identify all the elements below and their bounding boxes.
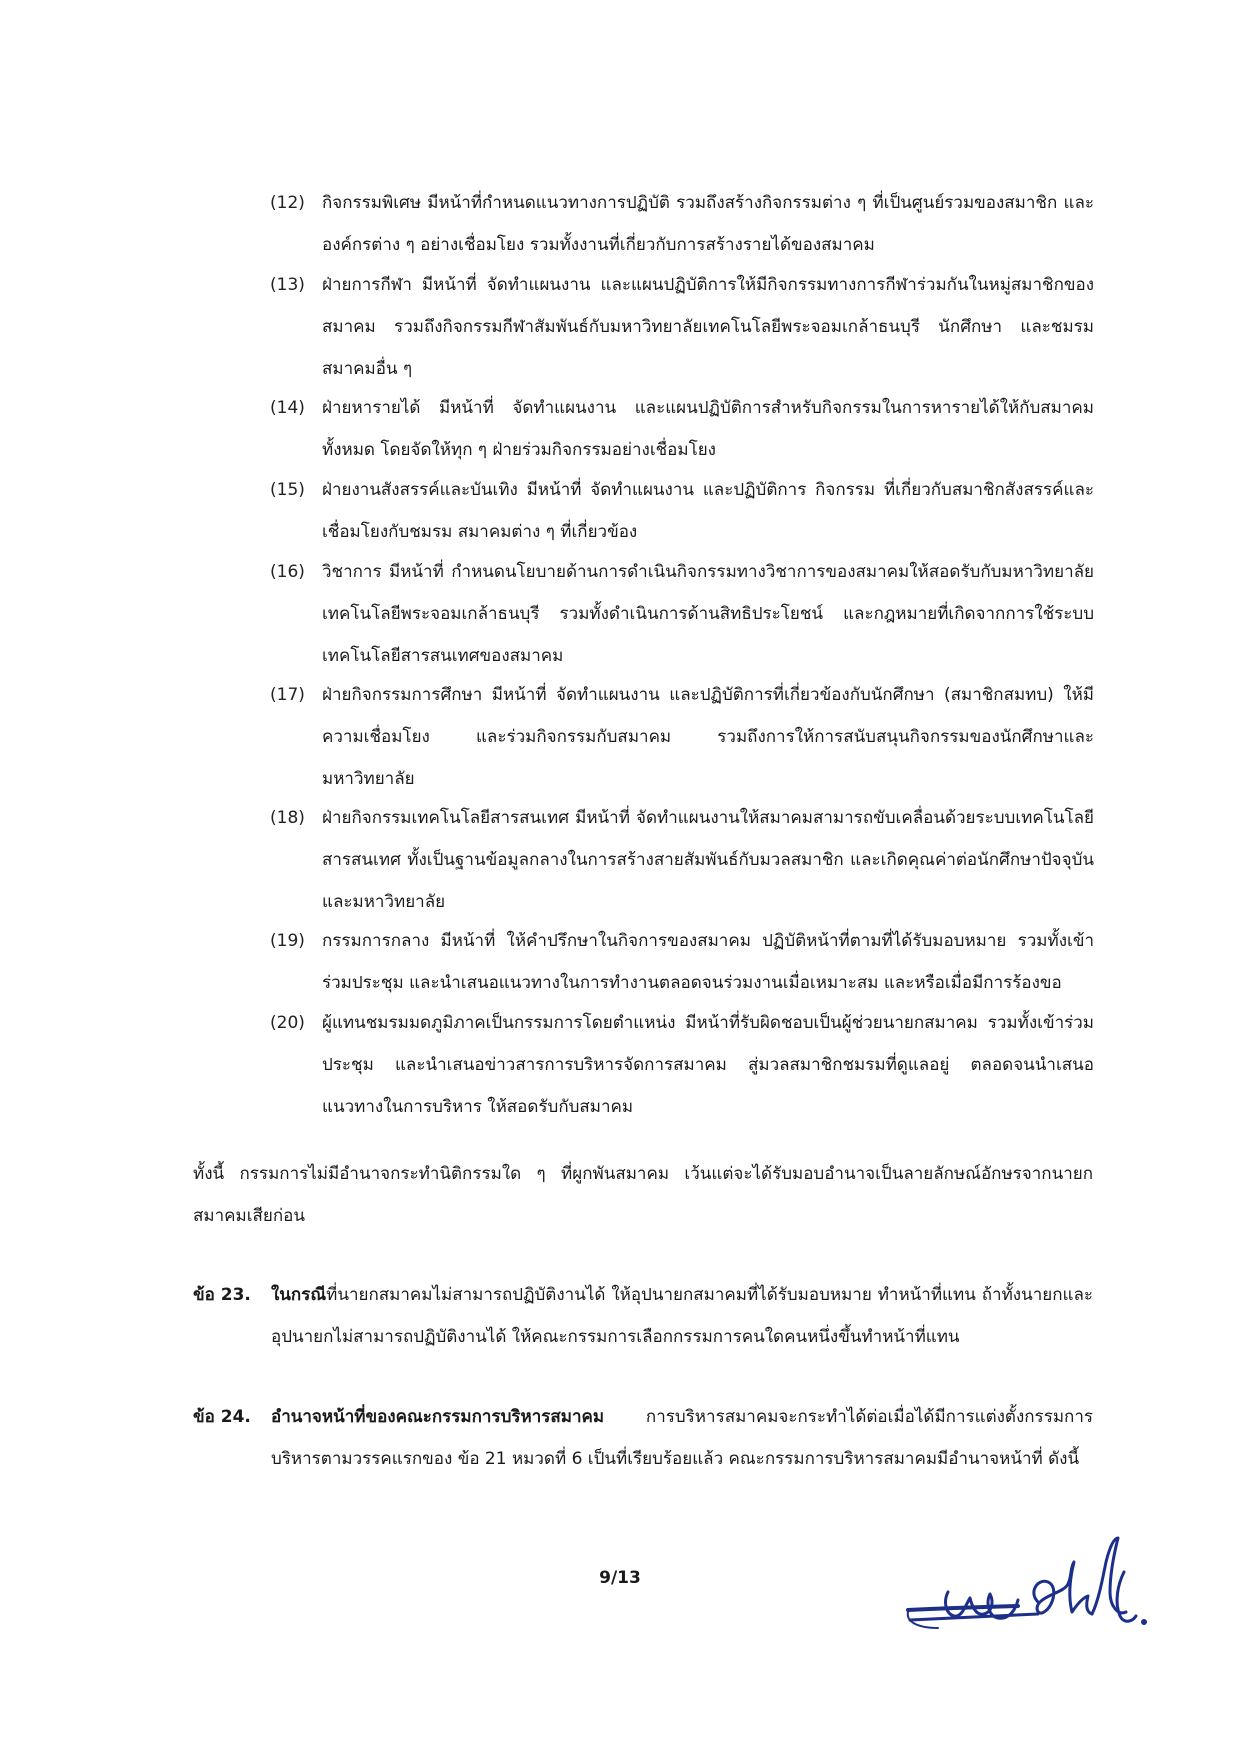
clause-body: ที่นายกสมาคมไม่สามารถปฏิบัติงานได้ ให้อุปนายกสมาคมที่ได้รับมอบหมาย ทำหน้าที่แทน ถ้าทั้งนายกและอุปนายกไม่สามารถปฏิบัติงานได้ ให้คณะกรรมการเลือกกรรมการคนใดคนหนึ่งขึ้นทำหน้าที่แทน (271, 1285, 1093, 1347)
item-number: (16) (270, 562, 305, 582)
page-number: 9/13 (599, 1568, 641, 1588)
item-number: (17) (270, 685, 305, 705)
item-number: (15) (270, 480, 305, 500)
clause-text (271, 1396, 1093, 1480)
signature-image (888, 1532, 1158, 1642)
item-text: กรรมการกลาง มีหน้าที่ ให้คำปรึกษาในกิจการของสมาคม ปฏิบัติหน้าที่ตามที่ได้รับมอบหมาย รวมทั้งเข้าร่วมประชุม และนำเสนอแนวทางในการทำงานตลอดจนร่วมงานเมื่อเหมาะสม และหรือเมื่อมีการร้องขอ (322, 931, 1094, 993)
clause-heading: ในกรณี (271, 1285, 327, 1305)
item-number: (18) (270, 808, 305, 828)
item-number: (19) (270, 931, 305, 951)
item-text: ฝ่ายงานสังสรรค์และบันเทิง มีหน้าที่ จัดทำแผนงาน และปฏิบัติการ กิจกรรม ที่เกี่ยวกับสมาชิกสังสรรค์และเชื่อมโยงกับชมรม สมาคมต่าง ๆ ที่เกี่ยวข้อง (322, 480, 1094, 542)
clause-number: ข้อ 23. (193, 1285, 251, 1305)
clause-heading: อำนาจหน้าที่ของคณะกรรมการบริหารสมาคม (271, 1407, 605, 1427)
item-number: (12) (270, 193, 305, 213)
item-text: วิชาการ มีหน้าที่ กำหนดนโยบายด้านการดำเนินกิจกรรมทางวิชาการของสมาคมให้สอดรับกับมหาวิทยาลัยเทคโนโลยีพระจอมเกล้าธนบุรี รวมทั้งดำเนินการด้านสิทธิประโยชน์ และกฎหมายที่เกิดจากการใช้ระบบเทคโนโลยีสารสนเทศของสมาคม (322, 562, 1094, 666)
clause-body: การบริหารสมาคมจะกระทำได้ต่อเมื่อได้มีการแต่งตั้งกรรมการบริหารตามวรรคแรกของ ข้อ 21 หมวดที่ 6 เป็นที่เรียบร้อยแล้ว คณะกรรมการบริหารสมาคมมีอำนาจหน้าที่ ดังนี้ (271, 1407, 1093, 1469)
item-text: ฝ่ายกิจกรรมการศึกษา มีหน้าที่ จัดทำแผนงาน และปฏิบัติการที่เกี่ยวข้องกับนักศึกษา (สมาชิกสมทบ) ให้มีความเชื่อมโยง และร่วมกิจกรรมกับสมาคม รวมถึงการให้การสนับสนุนกิจกรรมของนักศึกษาและมหาวิทยาลัย (322, 685, 1094, 789)
item-text: ผู้แทนชมรมมดภูมิภาคเป็นกรรมการโดยตำแหน่ง มีหน้าที่รับผิดชอบเป็นผู้ช่วยนายกสมาคม รวมทั้งเข้าร่วมประชุม และนำเสนอข่าวสารการบริหารจัดการสมาคม สู่มวลสมาชิกชมรมที่ดูแลอยู่ ตลอดจนนำเสนอแนวทางในการบริหาร ให้สอดรับกับสมาคม (322, 1013, 1094, 1117)
item-text: ฝ่ายการกีฬา มีหน้าที่ จัดทำแผนงาน และแผนปฏิบัติการให้มีกิจกรรมทางการกีฬาร่วมกันในหมู่สมาชิกของสมาคม รวมถึงกิจกรรมกีฬาสัมพันธ์กับมหาวิทยาลัยเทคโนโลยีพระจอมเกล้าธนบุรี นักศึกษา และชมรม สมาคมอื่น ๆ (322, 275, 1094, 379)
item-text: ฝ่ายหารายได้ มีหน้าที่ จัดทำแผนงาน และแผนปฏิบัติการสำหรับกิจกรรมในการหารายได้ให้กับสมาคมทั้งหมด โดยจัดให้ทุก ๆ ฝ่ายร่วมกิจกรรมอย่างเชื่อมโยง (322, 398, 1094, 460)
item-number: (20) (270, 1013, 305, 1033)
item-text: กิจกรรมพิเศษ มีหน้าที่กำหนดแนวทางการปฏิบัติ รวมถึงสร้างกิจกรรมต่าง ๆ ที่เป็นศูนย์รวมของสมาชิก และองค์กรต่าง ๆ อย่างเชื่อมโยง รวมทั้งงานที่เกี่ยวกับการสร้างรายได้ของสมาคม (322, 193, 1094, 255)
item-text: ฝ่ายกิจกรรมเทคโนโลยีสารสนเทศ มีหน้าที่ จัดทำแผนงานให้สมาคมสามารถขับเคลื่อนด้วยระบบเทคโนโลยีสารสนเทศ ทั้งเป็นฐานข้อมูลกลางในการสร้างสายสัมพันธ์กับมวลสมาชิก และเกิดคุณค่าต่อนักศึกษาปัจจุบันและมหาวิทยาลัย (322, 808, 1094, 912)
note-paragraph: ทั้งนี้ กรรมการไม่มีอำนาจกระทำนิติกรรมใด ๆ ที่ผูกพันสมาคม เว้นแต่จะได้รับมอบอำนาจเป็นลายลักษณ์อักษรจากนายกสมาคมเสียก่อน (193, 1164, 1093, 1226)
clause-number: ข้อ 24. (193, 1407, 251, 1427)
clause-text (271, 1274, 1093, 1358)
item-number: (13) (270, 275, 305, 295)
item-number: (14) (270, 398, 305, 418)
